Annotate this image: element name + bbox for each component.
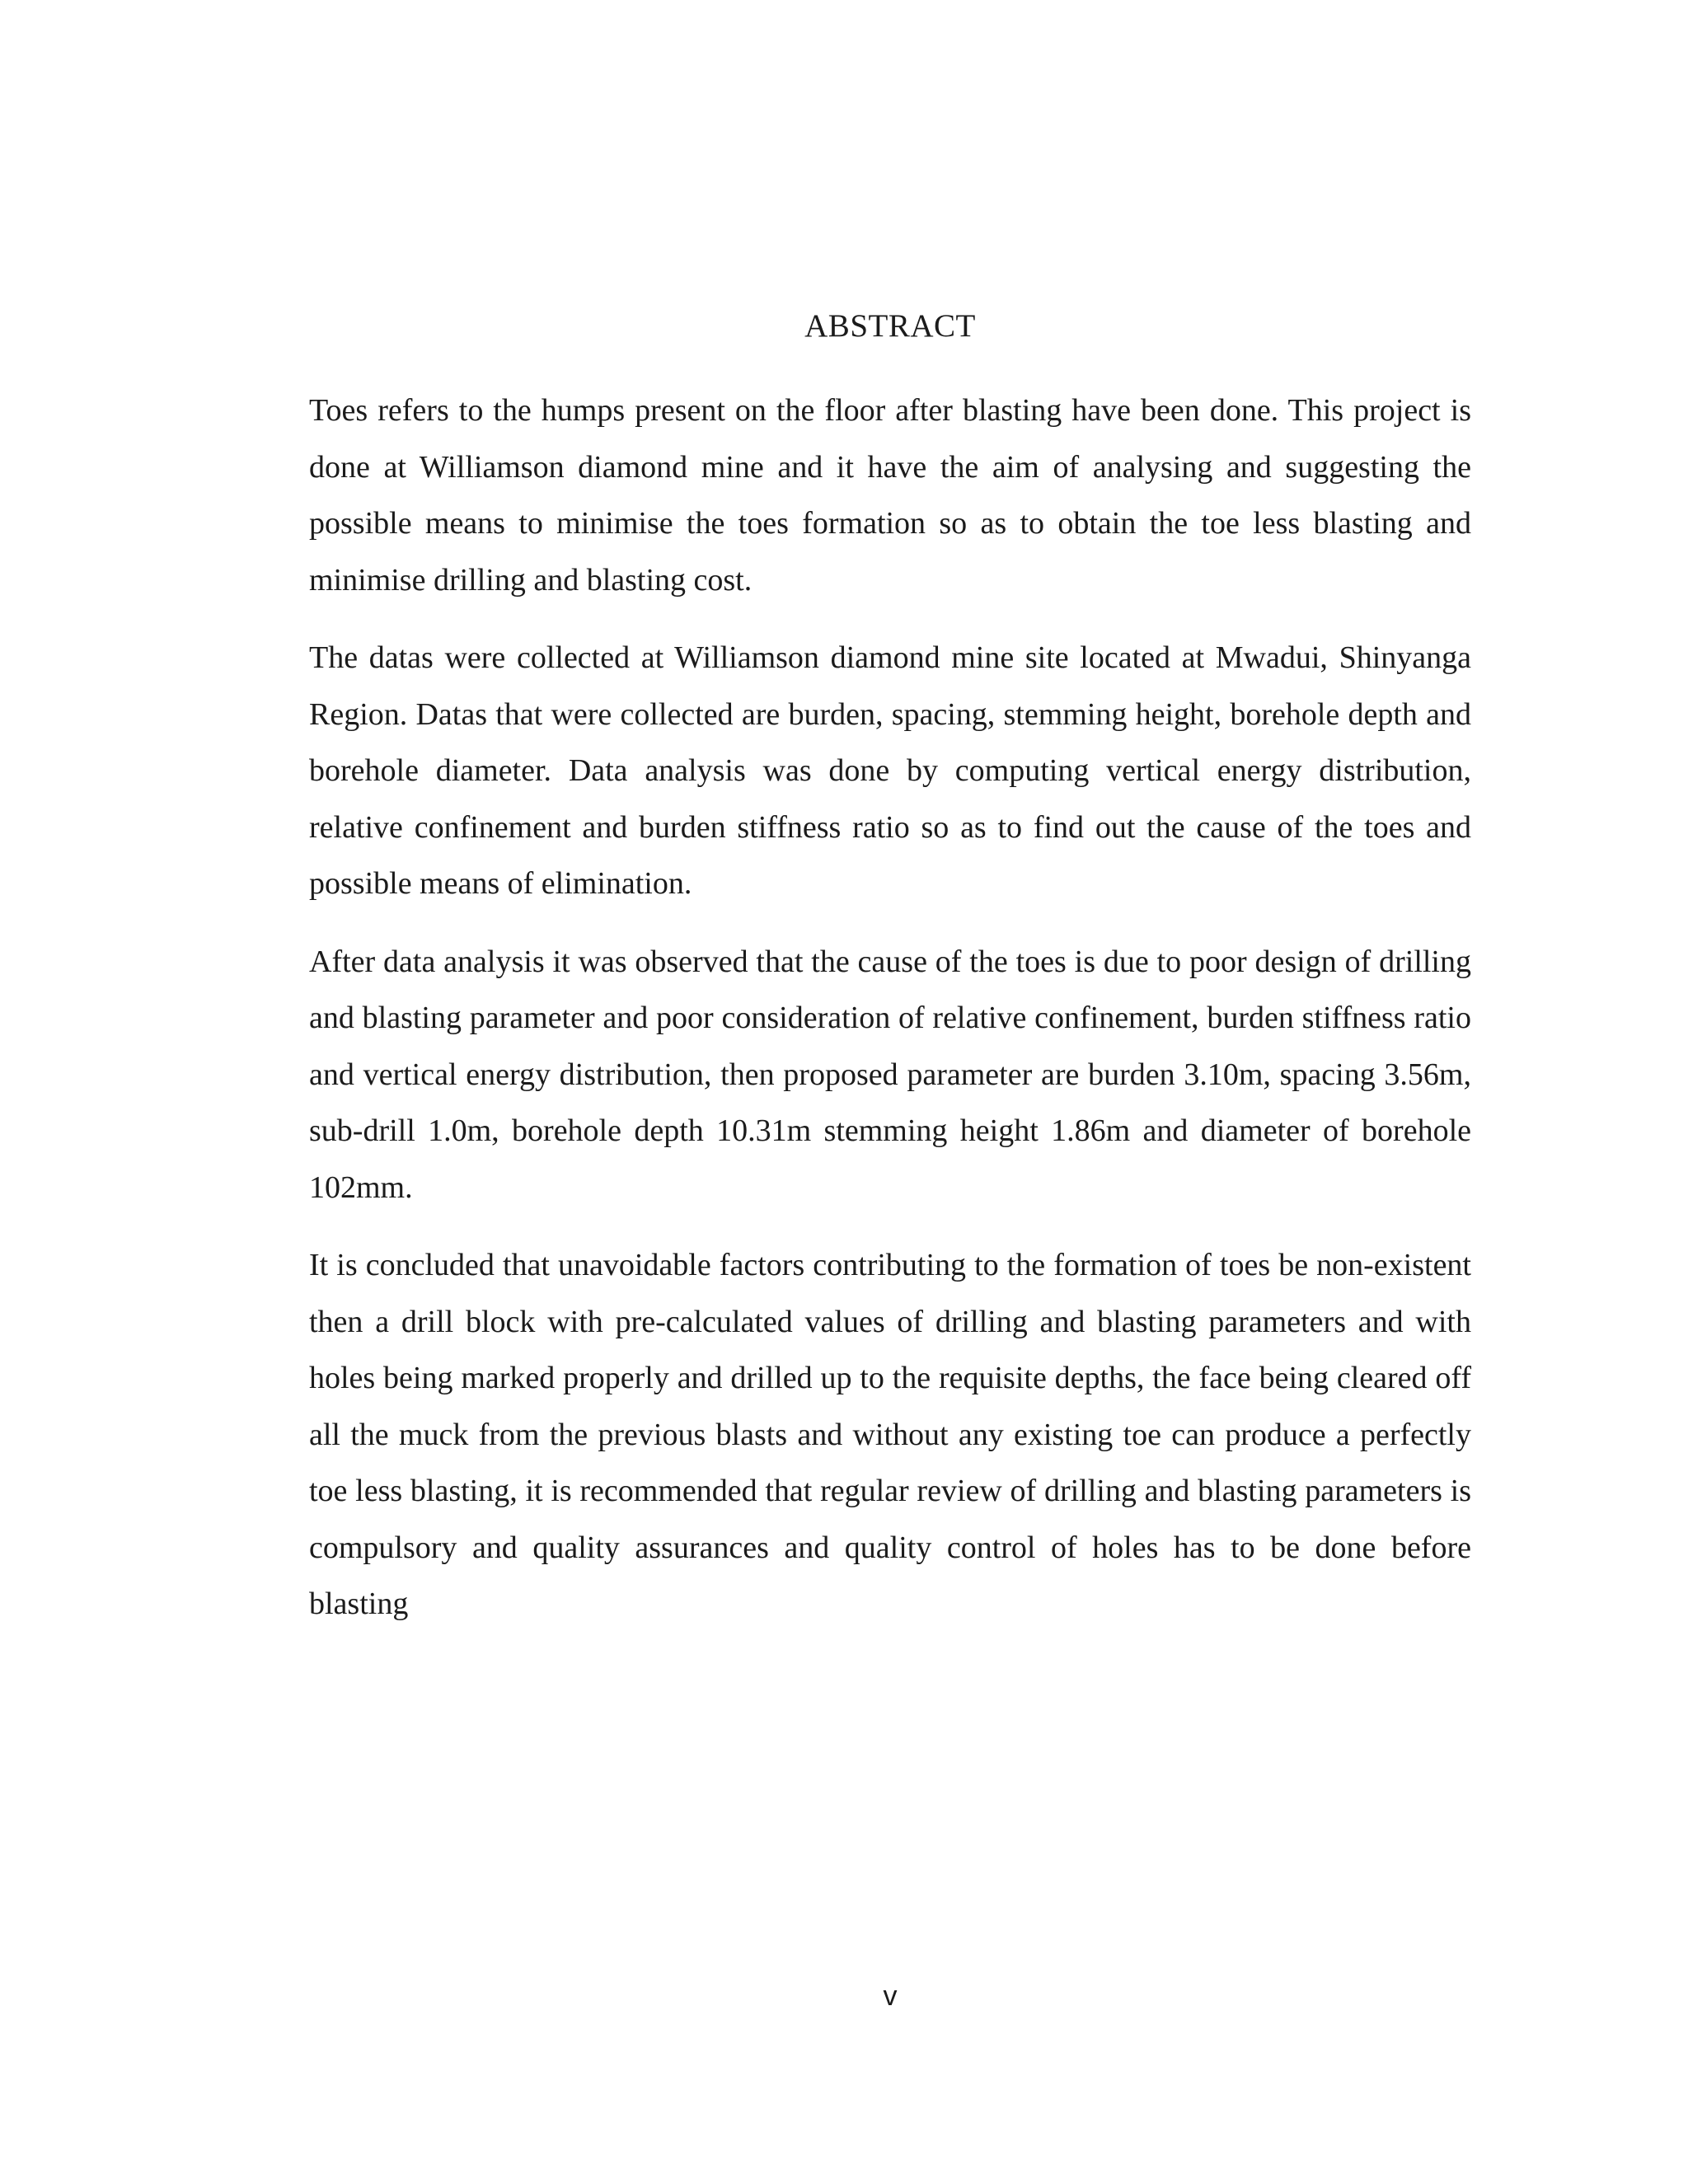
abstract-paragraph-2: The datas were collected at Williamson diamond mine site located at Mwadui, Shinyanga Region. Datas that were collected are burden, spacing, stemming height, borehole depth and borehole diameter. Data analysis was done by computing vertical energy distribution, relative confinement and burden stiffness ratio so as to find out the cause of the toes and possible means of elimination.	[309, 640, 1471, 901]
abstract-body	[309, 382, 1471, 1654]
page-title: ABSTRACT	[804, 308, 976, 344]
abstract-paragraph-1: Toes refers to the humps present on the floor after blasting have been done. This project is done at Williamson diamond mine and it have the aim of analysing and suggesting the possible means to minimise the toes formation so as to obtain the toe less blasting and minimise drilling and blasting cost.	[309, 393, 1471, 598]
abstract-paragraph-4: It is concluded that unavoidable factors contributing to the formation of toes be non-existent then a drill block with pre-calculated values of drilling and blasting parameters and with holes being marked properly and drilled up to the requisite depths, the face being cleared off all the muck from the previous blasts and without any existing toe can produce a perfectly toe less blasting, it is recommended that regular review of drilling and blasting parameters is compulsory and quality assurances and quality control of holes has to be done before blasting	[309, 1248, 1471, 1621]
page-number: v	[883, 1980, 898, 2012]
abstract-paragraph-3: After data analysis it was observed that the cause of the toes is due to poor design of drilling and blasting parameter and poor consideration of relative confinement, burden stiffness ratio and vertical energy distribution, then proposed parameter are burden 3.10m, spacing 3.56m, sub-drill 1.0m, borehole depth 10.31m stemming height 1.86m and diameter of borehole 102mm.	[309, 944, 1471, 1205]
